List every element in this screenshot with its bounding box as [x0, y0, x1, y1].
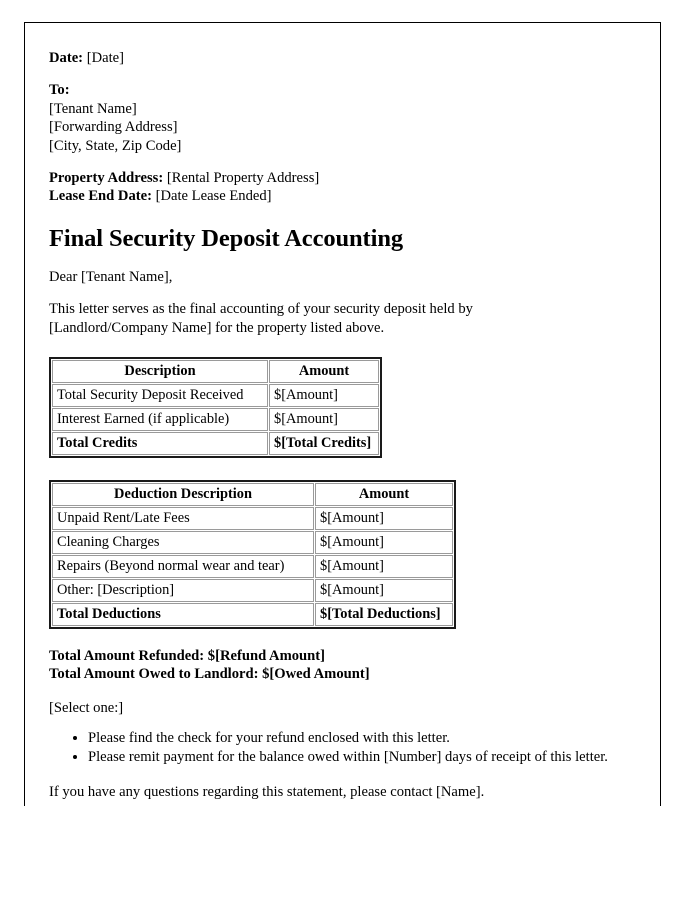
deductions-table-body — [52, 507, 453, 626]
table-total-row — [52, 603, 453, 626]
spacer — [49, 767, 636, 783]
table-row — [52, 555, 453, 578]
date-label: Date: — [49, 50, 84, 66]
table-row — [52, 408, 379, 431]
deductions-row-amount: $[Amount] — [315, 579, 453, 602]
recipient-name: [Tenant Name] — [49, 100, 137, 117]
spacer — [49, 684, 636, 699]
credits-total-amount: $[Total Credits] — [269, 432, 379, 455]
salutation: Dear [Tenant Name], — [49, 268, 173, 285]
deductions-row-description: Repairs (Beyond normal wear and tear) — [52, 555, 314, 578]
credits-row-description: Total Security Deposit Received — [52, 384, 268, 407]
deductions-row-description: Unpaid Rent/Late Fees — [52, 507, 314, 530]
deductions-row-amount: $[Amount] — [315, 555, 453, 578]
spacer — [49, 155, 636, 169]
deductions-table-header — [52, 483, 453, 506]
spacer — [49, 629, 636, 647]
document-content — [25, 23, 660, 801]
credits-table — [49, 357, 382, 458]
deductions-total-amount: $[Total Deductions] — [315, 603, 453, 626]
table-total-row — [52, 432, 379, 455]
list-item: • Please remit payment for the balance owed within [Number] days of receipt of this letter. — [88, 748, 636, 767]
spacer — [49, 254, 636, 268]
to-label: To: — [49, 82, 70, 99]
select-one-label: [Select one:] — [49, 699, 124, 716]
total-amount-refunded: Total Amount Refunded: $[Refund Amount] — [49, 647, 325, 664]
choice-list — [49, 729, 636, 767]
table-header-row — [52, 483, 453, 506]
spacer — [49, 458, 636, 480]
credits-total-label: Total Credits — [52, 432, 268, 455]
deductions-header-description: Deduction Description — [52, 483, 314, 506]
deductions-row-description: Cleaning Charges — [52, 531, 314, 554]
table-header-row — [52, 360, 379, 383]
property-address-value: [Rental Property Address] — [166, 170, 320, 187]
credits-header-description: Description — [52, 360, 268, 383]
recipient-city-state-zip: [City, State, Zip Code] — [49, 137, 182, 154]
deductions-row-description: Other: [Description] — [52, 579, 314, 602]
credits-row-amount: $[Amount] — [269, 408, 379, 431]
list-item: • Please find the check for your refund enclosed with this letter. — [88, 729, 636, 748]
deductions-row-amount: $[Amount] — [315, 507, 453, 530]
lease-end-date-value: [Date Lease Ended] — [155, 188, 272, 205]
deductions-table — [49, 480, 456, 629]
total-amount-owed: Total Amount Owed to Landlord: $[Owed Amount] — [49, 666, 370, 683]
property-address-line — [49, 169, 636, 187]
credits-header-amount: Amount — [269, 360, 379, 383]
table-row — [52, 507, 453, 530]
spacer — [49, 338, 636, 357]
property-address-label: Property Address: — [49, 170, 164, 187]
lease-end-date-label: Lease End Date: — [49, 188, 152, 205]
spacer — [49, 67, 636, 81]
credits-table-header — [52, 360, 379, 383]
recipient-forwarding-address: [Forwarding Address] — [49, 119, 178, 136]
credits-table-body — [52, 384, 379, 455]
table-row — [52, 531, 453, 554]
deductions-row-amount: $[Amount] — [315, 531, 453, 554]
closing-line: If you have any questions regarding this statement, please contact [Name]. — [49, 783, 485, 800]
table-row — [52, 384, 379, 407]
deductions-header-amount: Amount — [315, 483, 453, 506]
spacer — [49, 717, 636, 729]
table-row — [52, 579, 453, 602]
date-value: [Date] — [86, 50, 124, 66]
credits-row-description: Interest Earned (if applicable) — [52, 408, 268, 431]
document-page — [24, 22, 661, 806]
deductions-total-label: Total Deductions — [52, 603, 314, 626]
intro-paragraph: This letter serves as the final accounting of your security deposit held by [Landlord/Company Name] for the property listed above. — [49, 301, 473, 337]
credits-row-amount: $[Amount] — [269, 384, 379, 407]
lease-end-date-line — [49, 187, 636, 205]
spacer — [49, 286, 636, 300]
date-line — [49, 49, 636, 67]
page-title: Final Security Deposit Accounting — [49, 224, 403, 252]
